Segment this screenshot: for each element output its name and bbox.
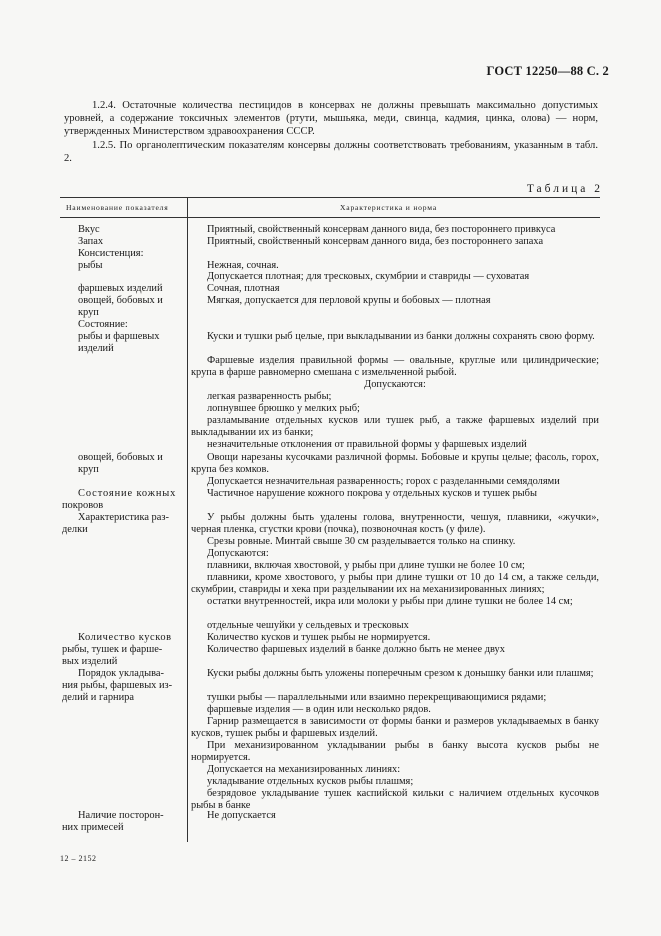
- paragraph-1-2-4: [64, 99, 598, 139]
- row-value: Куски и тушки рыб целые, при выкладывании из банки должны сохранять свою форму.: [207, 331, 595, 342]
- table-top-rule: [60, 197, 600, 198]
- row-value: Не допускается: [207, 810, 276, 821]
- row-value: плавники, включая хвостовой, у рыбы при длине тушки не более 10 см;: [207, 560, 525, 571]
- row-label: них примесей: [62, 822, 124, 833]
- row-label: Наличие посторон-: [78, 810, 164, 821]
- row-value: укладывание отдельных кусков рыбы плашмя;: [207, 776, 414, 787]
- row-value: При механизированном укладывании рыбы в банку высота кусков рыбы не нормируется.: [191, 740, 599, 763]
- row-value: Допускаются:: [364, 379, 426, 390]
- row-value: Гарнир размещается в зависимости от формы банки и размеров укладываемых в банку кусков, тушек рыбы и фаршевых изделий.: [191, 716, 599, 739]
- row-value: Приятный, свойственный консервам данного вида, без постороннего запаха: [207, 236, 544, 247]
- row-label: покровов: [62, 500, 104, 511]
- row-value: Овощи нарезаны кусочками различной формы. Бобовые и крупы целые; фасоль, горох, крупа без комков.: [191, 452, 599, 475]
- row-label: Запах: [78, 236, 104, 247]
- row-value: незначительные отклонения от правильной формы у фаршевых изделий: [207, 439, 527, 450]
- row-value: Куски рыбы должны быть уложены поперечным срезом к донышку банки или плашмя;: [207, 668, 594, 679]
- row-value: разламывание отдельных кусков или тушек рыб, а также фаршевых изделий при выкладывании их из банки;: [191, 415, 599, 438]
- table-header-rule: [60, 217, 600, 218]
- row-label: круп: [78, 307, 99, 318]
- row-label: Состояние:: [78, 319, 128, 330]
- page-header: ГОСТ 12250—88 С. 2: [486, 64, 609, 78]
- row-label: делки: [62, 524, 88, 535]
- row-label: рыбы и фаршевых: [78, 331, 160, 342]
- row-label: Порядок укладыва-: [78, 668, 164, 679]
- row-label: Количество кусков: [78, 632, 172, 643]
- table-caption: Таблица 2: [526, 183, 603, 195]
- row-value: плавники, кроме хвостового, у рыбы при длине тушки от 10 до 14 см, а также сельди, скумбрии, ставриды и хека при разделывании их на механизированных линиях;: [191, 572, 599, 595]
- page-footer-code: 12 – 2152: [60, 854, 97, 863]
- row-value: Нежная, сочная.: [207, 260, 279, 271]
- row-value: Сочная, плотная: [207, 283, 280, 294]
- row-value: лопнувшее брюшко у мелких рыб;: [207, 403, 360, 414]
- paragraph-text: 1.2.5. По органолептическим показателям консервы должны соответствовать требованиям, указанным в табл. 2.: [64, 140, 598, 165]
- paragraph-text: 1.2.4. Остаточные количества пестицидов в консервах не должны превышать максимально допустимых уровней, а содержание токсичных элементов (ртути, мышьяка, меди, свинца, кадмия, цинка, олова) — норм, утвержденных Министерством здравоохранения СССР.: [64, 100, 598, 138]
- column-header-name: Наименование показателя: [66, 203, 169, 212]
- row-label: делий и гарнира: [62, 692, 134, 703]
- paragraph-1-2-5: [64, 139, 598, 165]
- row-value: тушки рыбы — параллельными или взаимно перекрещивающимися рядами;: [207, 692, 547, 703]
- row-value: легкая разваренность рыбы;: [207, 391, 332, 402]
- row-value: Допускаются:: [207, 548, 269, 559]
- column-header-norm: Характеристика и норма: [340, 203, 437, 212]
- row-value: отдельные чешуйки у сельдевых и тресковых: [207, 620, 409, 631]
- row-value: Допускается на механизированных линиях:: [207, 764, 401, 775]
- row-label: вых изделий: [62, 656, 118, 667]
- row-value: У рыбы должны быть удалены голова, внутренности, чешуя, плавники, «жучки», черная пленка, сгустки крови (почка), позвоночная кость (у филе).: [191, 512, 599, 535]
- row-value: Частичное нарушение кожного покрова у отдельных кусков и тушек рыбы: [207, 488, 537, 499]
- row-label: Характеристика раз-: [78, 512, 169, 523]
- row-value: Мягкая, допускается для перловой крупы и бобовых — плотная: [207, 295, 491, 306]
- row-value: Количество фаршевых изделий в банке должно быть не менее двух: [207, 644, 505, 655]
- row-label: овощей, бобовых и: [78, 295, 163, 306]
- row-value: безрядовое укладывание тушек каспийской кильки с наличием отдельных кусочков рыбы в банке: [191, 788, 599, 811]
- row-label: ния рыбы, фаршевых из-: [62, 680, 173, 691]
- row-label: Состояние кожных: [78, 488, 177, 499]
- row-value: Количество кусков и тушек рыбы не нормируется.: [207, 632, 431, 643]
- row-value: остатки внутренностей, икра или молоки у рыбы при длине тушки не более 14 см;: [207, 596, 573, 607]
- row-label: Консистенция:: [78, 248, 144, 259]
- row-value: Срезы ровные. Минтай свыше 30 см разделывается только на спинку.: [207, 536, 516, 547]
- row-value: Приятный, свойственный консервам данного вида, без постороннего привкуса: [207, 224, 556, 235]
- row-value: Допускается незначительная разваренность; горох с разделанными семядолями: [207, 476, 560, 487]
- row-label: Вкус: [78, 224, 100, 235]
- row-label: круп: [78, 464, 99, 475]
- row-label: овощей, бобовых и: [78, 452, 163, 463]
- row-label: рыбы, тушек и фарше-: [62, 644, 163, 655]
- row-value: Допускается плотная; для тресковых, скумбрии и ставриды — суховатая: [207, 271, 530, 282]
- row-label: фаршевых изделий: [78, 283, 163, 294]
- row-value: Фаршевые изделия правильной формы — овальные, круглые или цилиндрические; крупа в фарше равномерно смешана с измельченной рыбой.: [191, 355, 599, 378]
- row-label: рыбы: [78, 260, 103, 271]
- table-column-divider: [187, 197, 188, 842]
- row-label: изделий: [78, 343, 114, 354]
- row-value: фаршевые изделия — в один или несколько рядов.: [207, 704, 431, 715]
